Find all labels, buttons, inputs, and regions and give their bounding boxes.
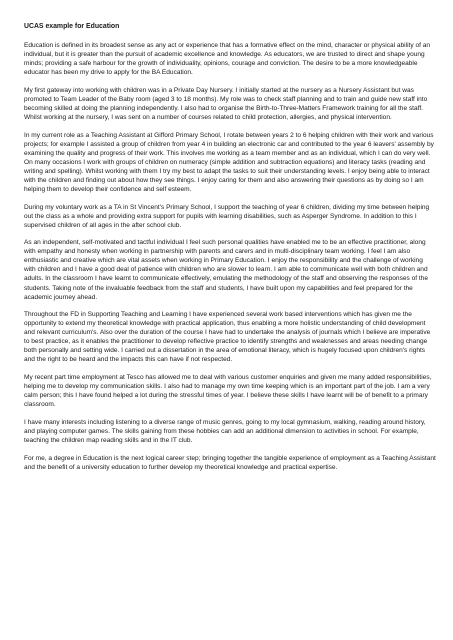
paragraph-conclusion: For me, a degree in Education is the next logical career step; bringing together the tangible experience of employment as a Teaching Assistant and the benefit of a university education to further develop my theoretical knowledge and practical expertise. <box>24 454 436 471</box>
document-title: UCAS example for Education <box>24 23 120 30</box>
paragraph-foundation-degree: Throughout the FD in Supporting Teaching and Learning I have experienced several work based interventions which has given me the opportunity to extend my theoretical knowledge with practical application, thus enabling a more holistic understanding of child development and relevant curriculum's. Also over the duration of the course I have had to undertake the analysis of journals which I believe are imperative to best practice, as it enables the practitioner to develop reflective practice to identify strengths and weaknesses and areas needing change both personally and setting wide. I carried out a dissertation in the area of emotional literacy, which is hugely focused upon children's rights and the right to be heard and the impacts this can have if not respected. <box>24 311 431 364</box>
paragraph-nursery-experience: My first gateway into working with children was in a Private Day Nursery. I initially started at the nursery as a Nursery Assistant but was promoted to Team Leader of the Baby room (aged 3 to 18 months). My role was to check staff planning and to train and guide new staff into becoming skilled at doing the planning independently. I also had to organise the Birth-to-Three-Matters Framework training for all the staff. Whilst working at the nursery, I was sent on a number of courses related to child protection, allergies, and physical intervention. <box>24 86 428 121</box>
paragraph-interests: I have many interests including listening to a diverse range of music genres, going to my local gymnasium, walking, reading around history, and playing computer games. The skills gaining from these hobbies can add an additional dimension to activities in school. For example, teaching the children map reading skills and in the IT club. <box>24 418 426 444</box>
paragraph-voluntary-work: During my voluntary work as a TA in St Vincent's Primary School, I support the teaching of year 6 children, dividing my time between helping out the class as a whole and providing extra support for pupils with learning disabilities, such as Asperger Syndrome. In addition to this I supervised children of all ages in the after school club. <box>24 203 430 229</box>
document-page <box>24 22 436 480</box>
paragraph-teaching-assistant-role: In my current role as a Teaching Assistant at Gifford Primary School, I rotate between years 2 to 6 helping children with their work and various projects; for example I assisted a group of children from year 4 in building an electronic car and contributed to the year 6 leavers' assembly by examining the quality and progress of their work. This involves me working as a team member and as an individual, which I can do very well. On many occasions I work with groups of children on numeracy (simple addition and subtraction equations) and literacy tasks (reading and writing and spelling). Whilst working with them I try my best to adapt the tasks to suit their understanding levels. I enjoy being able to interact with the children and finding out about how they see things. I enjoy caring for them and also answering their questions as by doing so I am helping them to develop their confidence and self esteem. <box>24 131 434 193</box>
paragraph-personal-qualities: As an independent, self-motivated and tactful individual I feel such personal qualities have enabled me to be an effective practitioner, along with empathy and honesty when working in partnership with parents and carers and in multi-disciplinary team working. I feel I am also enthusiastic and creative which are vital assets when working in Primary Education. I enjoy the responsibility and the challenge of working with children and I have a good deal of patience with children who are slower to learn. I am able to communicate well with both children and adults. In the classroom I have learnt to communicate effectively, emulating the methodology of the staff and observing the responses of the students. Taking note of the invaluable feedback from the staff and students, I have built upon my capabilities and feel prepared for the academic journey ahead. <box>24 239 428 301</box>
paragraph-introduction: Education is defined in its broadest sense as any act or experience that has a formative effect on the mind, character or physical ability of an individual, but it is greater than the pursuit of academic excellence and knowledge. As educators, we are trusted to direct and shape young minds; providing a safe harbour for the growth of individuality, opinions, courage and conviction. The desire to be a more knowledgeable educator has been my drive to apply for the BA Education. <box>24 42 431 77</box>
paragraph-tesco-employment: My recent part time employment at Tesco has allowed me to deal with various customer enquiries and given me many added responsibilities, helping me to develop my communication skills. I also had to manage my own time keeping which is an important part of the job. I am a very calm person; this I have found helped a lot during the stressful times of year. I believe these skills I have learnt will be of benefit to a primary classroom. <box>24 374 432 409</box>
